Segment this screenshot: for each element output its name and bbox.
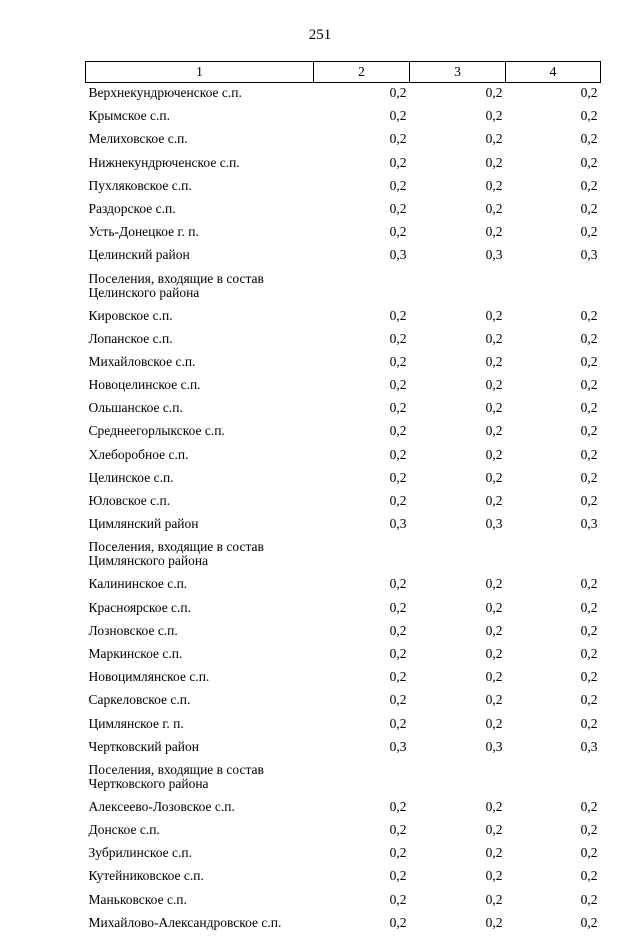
table-row (86, 598, 601, 621)
table-row (86, 129, 601, 152)
table-row (86, 491, 601, 514)
table-row (86, 797, 601, 820)
value-column-2: 0,2 (314, 199, 410, 222)
empty-cell (314, 537, 410, 574)
table-row (86, 514, 601, 537)
value-column-4: 0,2 (506, 598, 601, 621)
value-column-4: 0,2 (506, 644, 601, 667)
value-column-2: 0,2 (314, 820, 410, 843)
page-number: 251 (0, 27, 640, 44)
value-column-2: 0,2 (314, 83, 410, 107)
group-heading-line-1: Поселения, входящие в состав (89, 540, 311, 554)
settlement-name: Юловское с.п. (86, 491, 314, 514)
value-column-3: 0,2 (410, 843, 506, 866)
value-column-2: 0,2 (314, 398, 410, 421)
value-column-2: 0,2 (314, 176, 410, 199)
value-column-2: 0,2 (314, 445, 410, 468)
value-column-4: 0,2 (506, 153, 601, 176)
value-column-4: 0,2 (506, 398, 601, 421)
value-column-4: 0,2 (506, 375, 601, 398)
settlement-name: Целинское с.п. (86, 468, 314, 491)
table-row (86, 245, 601, 268)
settlement-name: Мелиховское с.п. (86, 129, 314, 152)
table-row (86, 222, 601, 245)
value-column-4: 0,2 (506, 176, 601, 199)
value-column-3: 0,3 (410, 514, 506, 537)
table-row (86, 329, 601, 352)
value-column-3: 0,2 (410, 375, 506, 398)
value-column-4: 0,2 (506, 491, 601, 514)
settlement-name: Кировское с.п. (86, 306, 314, 329)
group-heading-line-2: Чертковского района (89, 777, 311, 791)
value-column-3: 0,2 (410, 398, 506, 421)
value-column-3: 0,2 (410, 621, 506, 644)
value-column-4: 0,2 (506, 83, 601, 107)
value-column-3: 0,2 (410, 421, 506, 444)
column-header-2: 2 (314, 62, 410, 83)
value-column-4: 0,3 (506, 514, 601, 537)
table-row (86, 760, 601, 797)
value-column-4: 0,2 (506, 913, 601, 936)
value-column-4: 0,2 (506, 574, 601, 597)
value-column-3: 0,2 (410, 890, 506, 913)
settlement-name: Пухляковское с.п. (86, 176, 314, 199)
value-column-3: 0,2 (410, 491, 506, 514)
table-row (86, 106, 601, 129)
value-column-3: 0,2 (410, 445, 506, 468)
data-table (85, 61, 601, 936)
value-column-2: 0,2 (314, 421, 410, 444)
settlement-name: Крымское с.п. (86, 106, 314, 129)
value-column-4: 0,2 (506, 329, 601, 352)
settlement-name: Верхнекундрюченское с.п. (86, 83, 314, 107)
value-column-3: 0,2 (410, 690, 506, 713)
value-column-3: 0,2 (410, 574, 506, 597)
value-column-2: 0,2 (314, 329, 410, 352)
settlement-name: Донское с.п. (86, 820, 314, 843)
empty-cell (506, 269, 601, 306)
value-column-3: 0,2 (410, 106, 506, 129)
table-row (86, 574, 601, 597)
empty-cell (506, 760, 601, 797)
value-column-3: 0,2 (410, 797, 506, 820)
value-column-4: 0,2 (506, 352, 601, 375)
value-column-2: 0,2 (314, 468, 410, 491)
value-column-2: 0,2 (314, 621, 410, 644)
value-column-3: 0,2 (410, 644, 506, 667)
value-column-2: 0,2 (314, 375, 410, 398)
value-column-3: 0,2 (410, 329, 506, 352)
table-row (86, 199, 601, 222)
settlement-name: Михайлово-Александровское с.п. (86, 913, 314, 936)
table-row (86, 398, 601, 421)
table-row (86, 890, 601, 913)
settlement-name: Лопанское с.п. (86, 329, 314, 352)
value-column-2: 0,2 (314, 714, 410, 737)
settlements-group-heading (86, 269, 314, 306)
table-row (86, 445, 601, 468)
value-column-2: 0,2 (314, 153, 410, 176)
empty-cell (410, 760, 506, 797)
table-row (86, 176, 601, 199)
settlement-name: Лозновское с.п. (86, 621, 314, 644)
value-column-4: 0,2 (506, 199, 601, 222)
settlement-name: Зубрилинское с.п. (86, 843, 314, 866)
value-column-3: 0,2 (410, 714, 506, 737)
value-column-3: 0,2 (410, 352, 506, 375)
table-row (86, 644, 601, 667)
value-column-2: 0,2 (314, 913, 410, 936)
settlement-name: Ольшанское с.п. (86, 398, 314, 421)
value-column-4: 0,2 (506, 421, 601, 444)
value-column-2: 0,3 (314, 514, 410, 537)
settlement-name: Усть-Донецкое г. п. (86, 222, 314, 245)
value-column-3: 0,2 (410, 83, 506, 107)
table-row (86, 737, 601, 760)
value-column-3: 0,2 (410, 913, 506, 936)
settlement-name: Кутейниковское с.п. (86, 866, 314, 889)
value-column-4: 0,2 (506, 890, 601, 913)
value-column-2: 0,2 (314, 106, 410, 129)
empty-cell (410, 537, 506, 574)
group-heading-line-1: Поселения, входящие в состав (89, 763, 311, 777)
settlement-name: Хлеборобное с.п. (86, 445, 314, 468)
table-body (86, 83, 601, 936)
settlement-name: Нижнекундрюченское с.п. (86, 153, 314, 176)
table-row (86, 153, 601, 176)
settlement-name: Новоцелинское с.п. (86, 375, 314, 398)
value-column-3: 0,2 (410, 176, 506, 199)
value-column-2: 0,2 (314, 644, 410, 667)
value-column-4: 0,2 (506, 222, 601, 245)
value-column-4: 0,2 (506, 843, 601, 866)
value-column-3: 0,2 (410, 468, 506, 491)
table-row (86, 843, 601, 866)
value-column-4: 0,3 (506, 737, 601, 760)
empty-cell (506, 537, 601, 574)
value-column-4: 0,2 (506, 690, 601, 713)
value-column-2: 0,2 (314, 866, 410, 889)
value-column-2: 0,2 (314, 352, 410, 375)
value-column-2: 0,2 (314, 797, 410, 820)
settlement-name: Цимлянский район (86, 514, 314, 537)
value-column-3: 0,3 (410, 245, 506, 268)
table-row (86, 820, 601, 843)
value-column-2: 0,2 (314, 890, 410, 913)
settlement-name: Целинский район (86, 245, 314, 268)
value-column-3: 0,2 (410, 306, 506, 329)
empty-cell (410, 269, 506, 306)
group-heading-line-1: Поселения, входящие в состав (89, 272, 311, 286)
settlement-name: Цимлянское г. п. (86, 714, 314, 737)
value-column-2: 0,2 (314, 222, 410, 245)
value-column-4: 0,2 (506, 714, 601, 737)
settlement-name: Чертковский район (86, 737, 314, 760)
value-column-3: 0,2 (410, 222, 506, 245)
column-header-4: 4 (506, 62, 601, 83)
table-row (86, 667, 601, 690)
empty-cell (314, 760, 410, 797)
value-column-4: 0,2 (506, 445, 601, 468)
table-row (86, 83, 601, 107)
empty-cell (314, 269, 410, 306)
settlements-group-heading (86, 760, 314, 797)
table-row (86, 269, 601, 306)
table-row (86, 621, 601, 644)
value-column-4: 0,2 (506, 306, 601, 329)
value-column-4: 0,2 (506, 106, 601, 129)
value-column-3: 0,2 (410, 129, 506, 152)
value-column-2: 0,3 (314, 737, 410, 760)
group-heading-line-2: Целинского района (89, 286, 311, 300)
column-header-1: 1 (86, 62, 314, 83)
value-column-2: 0,2 (314, 306, 410, 329)
value-column-3: 0,2 (410, 153, 506, 176)
value-column-3: 0,2 (410, 667, 506, 690)
value-column-4: 0,2 (506, 129, 601, 152)
settlement-name: Михайловское с.п. (86, 352, 314, 375)
value-column-4: 0,2 (506, 797, 601, 820)
table-header (86, 62, 601, 83)
value-column-3: 0,2 (410, 598, 506, 621)
value-column-2: 0,2 (314, 598, 410, 621)
value-column-3: 0,2 (410, 866, 506, 889)
settlement-name: Калининское с.п. (86, 574, 314, 597)
settlements-group-heading (86, 537, 314, 574)
value-column-4: 0,2 (506, 667, 601, 690)
settlement-name: Раздорское с.п. (86, 199, 314, 222)
settlement-name: Красноярское с.п. (86, 598, 314, 621)
value-column-2: 0,2 (314, 491, 410, 514)
value-column-3: 0,2 (410, 199, 506, 222)
table-row (86, 690, 601, 713)
value-column-4: 0,2 (506, 820, 601, 843)
value-column-4: 0,2 (506, 468, 601, 491)
value-column-2: 0,2 (314, 574, 410, 597)
table-row (86, 375, 601, 398)
header-row (86, 62, 601, 83)
table-row (86, 537, 601, 574)
table-row (86, 306, 601, 329)
settlement-name: Новоцимлянское с.п. (86, 667, 314, 690)
value-column-3: 0,2 (410, 820, 506, 843)
table-row (86, 714, 601, 737)
value-column-2: 0,2 (314, 690, 410, 713)
value-column-4: 0,3 (506, 245, 601, 268)
value-column-4: 0,2 (506, 866, 601, 889)
settlement-name: Маркинское с.п. (86, 644, 314, 667)
value-column-2: 0,2 (314, 667, 410, 690)
table-row (86, 468, 601, 491)
settlement-name: Алексеево-Лозовское с.п. (86, 797, 314, 820)
settlement-name: Среднеегорлыкское с.п. (86, 421, 314, 444)
value-column-2: 0,2 (314, 843, 410, 866)
settlement-name: Саркеловское с.п. (86, 690, 314, 713)
group-heading-line-2: Цимлянского района (89, 554, 311, 568)
settlement-name: Маньковское с.п. (86, 890, 314, 913)
value-column-2: 0,2 (314, 129, 410, 152)
table-row (86, 352, 601, 375)
table-row (86, 866, 601, 889)
column-header-3: 3 (410, 62, 506, 83)
value-column-2: 0,3 (314, 245, 410, 268)
table-row (86, 421, 601, 444)
value-column-3: 0,3 (410, 737, 506, 760)
value-column-4: 0,2 (506, 621, 601, 644)
table-row (86, 913, 601, 936)
